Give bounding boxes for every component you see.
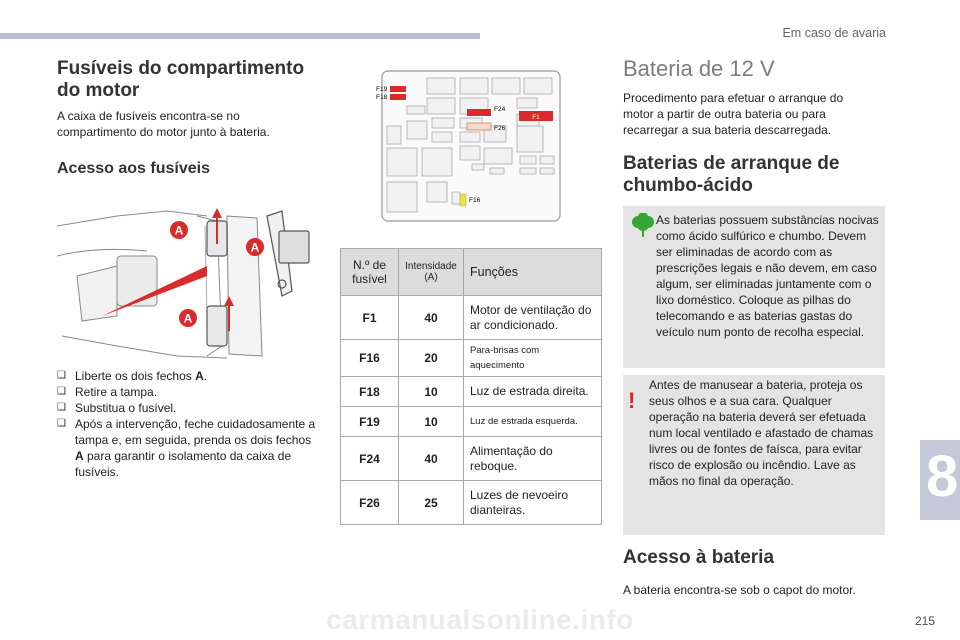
warning-icon: ! [628, 388, 636, 413]
battery-access-text: A bateria encontra-se sob o capot do motor. [623, 583, 856, 597]
checkbox-icon: ❑ [57, 402, 66, 413]
table-row: F16 20 Para-brisas com aquecimento [341, 340, 602, 377]
step-item: ❑ Liberte os dois fechos A. [57, 369, 208, 383]
eco-note-text: As baterias possuem substâncias nocivas como ácido sulfúrico e chumbo. Devem ser eliminadas de acordo com as prescrições legais e não devem, em caso algum, ser eliminadas juntamente com o lixo doméstico. Coloque as pilhas do telecomando e as baterias gastas do veículo num ponto de recolha especial. [656, 213, 879, 339]
callout-a-top [170, 221, 188, 239]
checkbox-icon: ❑ [57, 386, 66, 397]
engine-fusebox-photo [57, 196, 319, 366]
recycle-leaf-icon [631, 213, 655, 239]
svg-text:A: A [250, 240, 260, 255]
fuse-f19 [376, 86, 406, 93]
checkbox-icon: ❑ [57, 418, 66, 429]
callout-a-right [246, 238, 264, 256]
page-number: 215 [914, 614, 935, 628]
lead-acid-title: Baterias de arranque de chumbo-ácido [623, 153, 840, 196]
header-functions: Funções [464, 249, 602, 296]
table-row: F19 10 Luz de estrada esquerda. [341, 407, 602, 437]
svg-text:A: A [183, 311, 193, 326]
battery-access-title: Acesso à bateria [623, 547, 775, 568]
step-item: ❑ Após a intervenção, feche cuidadosamente a tampa e, em seguida, prenda os dois fechos A para garantir o isolamento da caixa de fusíveis. [57, 417, 316, 479]
fuse-steps-list [57, 368, 317, 480]
watermark: carmanualsonline.info [326, 604, 634, 635]
fuses-intro: A caixa de fusíveis encontra-se no compartimento do motor junto à bateria. [57, 109, 270, 139]
table-row: F24 40 Alimentação do reboque. [341, 437, 602, 481]
svg-text:F1: F1 [532, 114, 540, 121]
header-fuse-number: N.º de fusível [341, 249, 399, 296]
table-row: F26 25 Luzes de nevoeiro dianteiras. [341, 481, 602, 525]
step-item: ❑ Retire a tampa. [57, 385, 158, 399]
warning-note-box [623, 375, 885, 535]
battery-intro: Procedimento para efetuar o arranque do motor a partir de outra bateria ou para recarregar a sua bateria descarregada. [623, 91, 844, 137]
step-item: ❑ Substitua o fusível. [57, 401, 177, 415]
battery-title: Bateria de 12 V [623, 56, 775, 81]
checkbox-icon: ❑ [57, 370, 66, 381]
fuse-f18 [376, 94, 406, 101]
header-bar [0, 33, 480, 39]
table-row: F1 40 Motor de ventilação do ar condicionado. [341, 296, 602, 340]
svg-text:F16: F16 [469, 197, 481, 204]
fusebox-diagram [372, 66, 562, 226]
callout-a-bottom [179, 309, 197, 327]
chapter-number: 8 [926, 444, 959, 509]
svg-text:F26: F26 [494, 125, 506, 132]
svg-text:F24: F24 [494, 106, 506, 113]
fuse-f1 [519, 111, 553, 121]
svg-text:F19: F19 [376, 86, 388, 93]
running-header: Em caso de avaria [782, 26, 886, 40]
eco-note-box [623, 206, 885, 368]
warning-note-text: Antes de manusear a bateria, proteja os seus olhos e a sua cara. Qualquer operação na bateria deverá ser efetuada num local ventilado e afastado de chamas livres ou de fontes de faísca, para evitar risco de explosão ou incêndio. Lave as mãos no final da operação. [649, 378, 874, 488]
table-row: F18 10 Luz de estrada direita. [341, 377, 602, 407]
svg-text:F18: F18 [376, 94, 388, 101]
svg-text:A: A [174, 223, 184, 238]
fuse-table [340, 248, 602, 525]
table-header-row [341, 249, 602, 296]
section-title-fuses: Fusíveis do compartimento do motor [57, 58, 305, 101]
access-fuses-heading: Acesso aos fusíveis [57, 160, 210, 177]
chapter-tab [920, 440, 960, 520]
header-intensity: Intensidade (A) [399, 249, 464, 296]
